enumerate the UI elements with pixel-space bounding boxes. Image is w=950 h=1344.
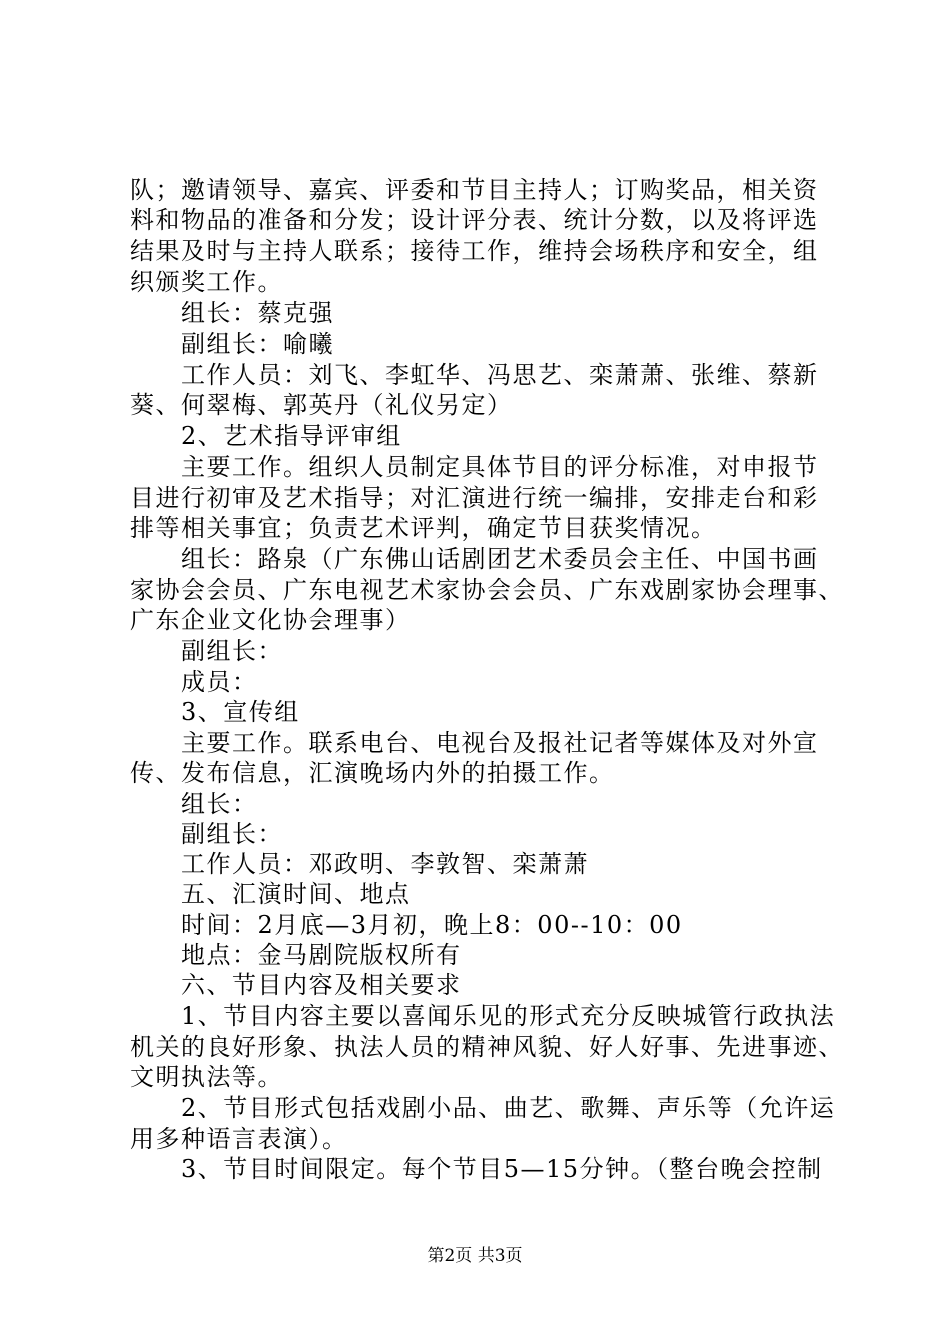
text-line: 文明执法等。 — [130, 1063, 283, 1091]
text-line: 1、节目内容主要以喜闻乐见的形式充分反映城管行政执法 — [130, 1002, 836, 1030]
text-line: 用多种语言表演）。 — [130, 1125, 348, 1153]
text-line: 工作人员：刘飞、李虹华、冯思艺、栾萧萧、张维、蔡新 — [130, 361, 819, 389]
section-heading: 六、节目内容及相关要求 — [130, 971, 462, 999]
text-line: 副组长： — [130, 637, 283, 665]
text-line: 时间：2月底—3月初，晚上8：00--10：00 — [130, 911, 683, 939]
section-heading: 2、艺术指导评审组 — [130, 422, 402, 450]
section-heading: 五、汇演时间、地点 — [130, 880, 411, 908]
text-line: 机关的良好形象、执法人员的精神风貌、好人好事、先进事迹、 — [130, 1033, 844, 1061]
section-heading: 3、宣传组 — [130, 698, 300, 726]
text-line: 结果及时与主持人联系；接待工作，维持会场秩序和安全，组 — [130, 237, 819, 265]
page-footer: 第2页 共3页 — [427, 1246, 523, 1266]
text-line: 成员： — [130, 668, 258, 696]
text-line: 组长：路泉（广东佛山话剧团艺术委员会主任、中国书画 — [130, 545, 819, 573]
text-line: 织颁奖工作。 — [130, 268, 283, 296]
text-line: 地点：金马剧院版权所有 — [130, 941, 462, 969]
text-line: 家协会会员、广东电视艺术家协会会员、广东戏剧家协会理事、 — [130, 576, 844, 604]
text-line: 料和物品的准备和分发；设计评分表、统计分数，以及将评选 — [130, 206, 819, 234]
text-line: 目进行初审及艺术指导；对汇演进行统一编排，安排走台和彩 — [130, 484, 819, 512]
text-line: 主要工作。组织人员制定具体节目的评分标准，对申报节 — [130, 453, 819, 481]
text-line: 2、节目形式包括戏剧小品、曲艺、歌舞、声乐等（允许运 — [130, 1094, 836, 1122]
text-line: 组长：蔡克强 — [130, 299, 334, 327]
text-line: 排等相关事宜；负责艺术评判，确定节目获奖情况。 — [130, 514, 717, 542]
text-line: 副组长：喻曦 — [130, 330, 334, 358]
text-line: 广东企业文化协会理事） — [130, 606, 411, 634]
text-line: 葵、何翠梅、郭英丹（礼仪另定） — [130, 391, 513, 419]
text-line: 队；邀请领导、嘉宾、评委和节目主持人；订购奖品，相关资 — [130, 176, 819, 204]
text-line: 工作人员：邓政明、李敦智、栾萧萧 — [130, 850, 589, 878]
text-line: 副组长： — [130, 820, 283, 848]
text-line: 主要工作。联系电台、电视台及报社记者等媒体及对外宣 — [130, 729, 819, 757]
text-line: 3、节目时间限定。每个节目5—15分钟。（整台晚会控制 — [130, 1155, 823, 1183]
text-line: 传、发布信息，汇演晚场内外的拍摄工作。 — [130, 759, 615, 787]
text-line: 组长： — [130, 790, 258, 818]
